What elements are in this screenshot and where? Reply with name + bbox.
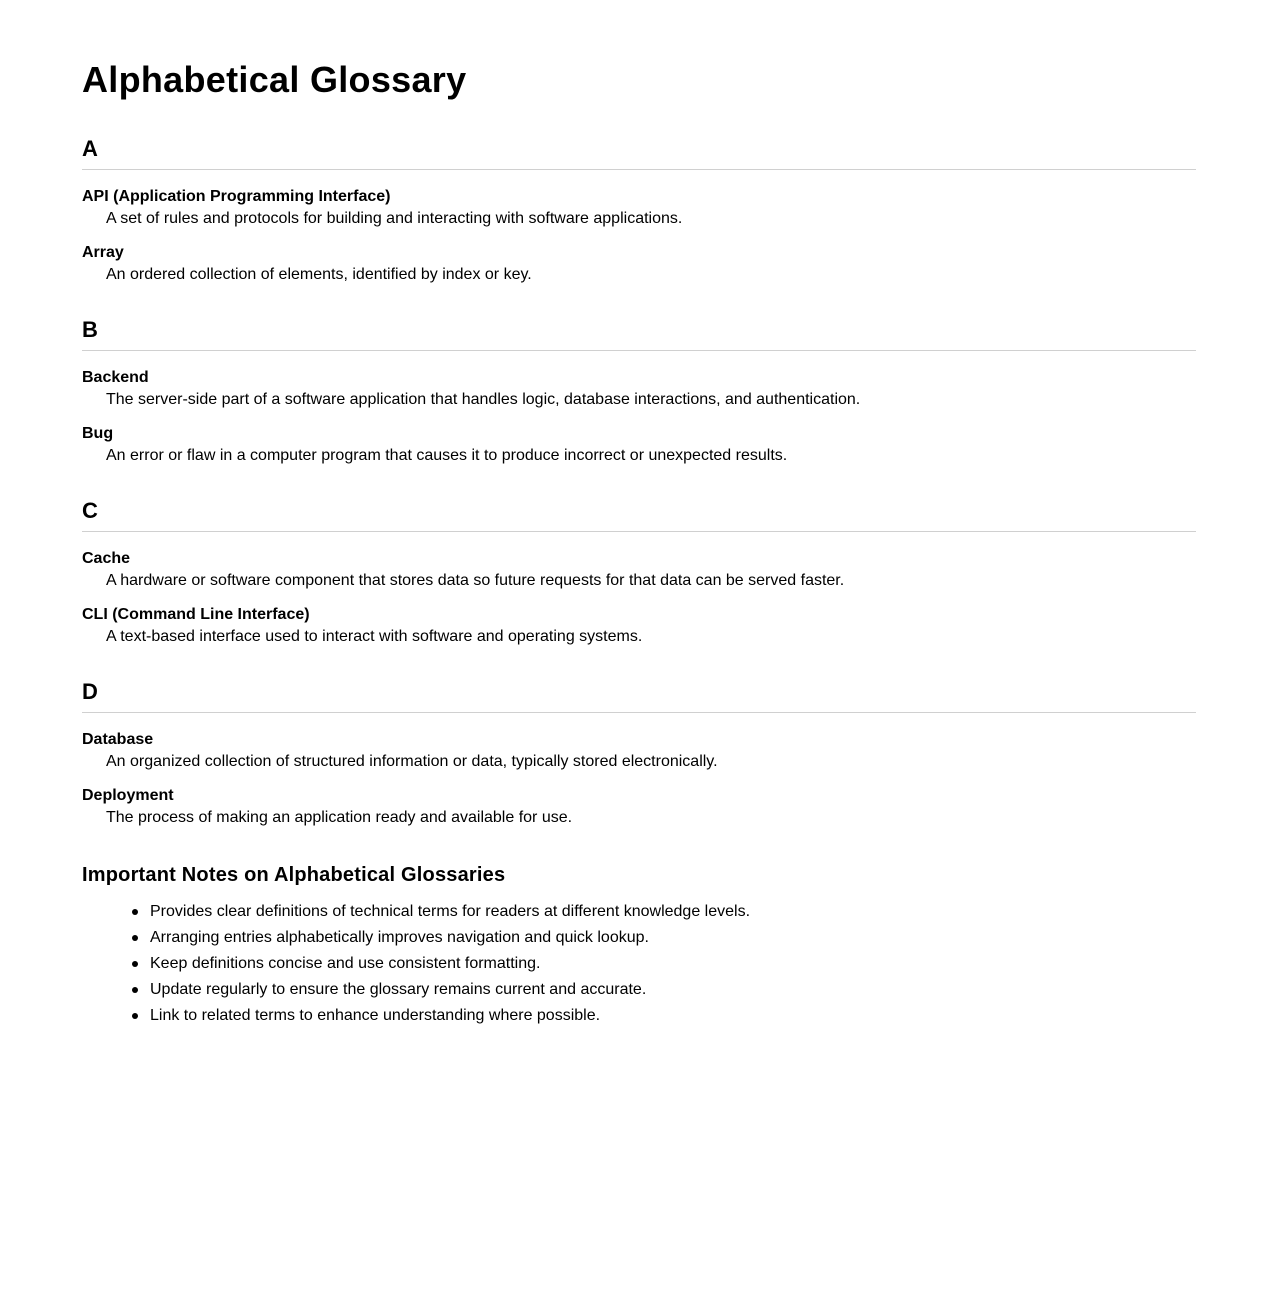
- glossary-section-c: [82, 496, 1196, 648]
- entry-list: [82, 548, 1196, 648]
- list-item: [150, 899, 1196, 925]
- section-letter: C: [82, 496, 1196, 532]
- list-item: [150, 925, 1196, 951]
- glossary-term: Database: [82, 731, 154, 748]
- glossary-definition: A set of rules and protocols for building and interacting with software applications.: [106, 210, 683, 227]
- note-text: Arranging entries alphabetically improves navigation and quick lookup.: [150, 929, 649, 946]
- section-letter: B: [82, 315, 1196, 351]
- glossary-definition: An organized collection of structured information or data, typically stored electronically.: [106, 753, 718, 770]
- glossary-definition: A text-based interface used to interact with software and operating systems.: [106, 628, 643, 645]
- glossary-term: Bug: [82, 425, 114, 442]
- glossary-definition: The process of making an application ready and available for use.: [106, 809, 573, 826]
- glossary-term: Cache: [82, 550, 131, 567]
- note-text: Provides clear definitions of technical terms for readers at different knowledge levels.: [150, 903, 751, 920]
- glossary-term: Array: [82, 244, 124, 261]
- glossary-definition: An error or flaw in a computer program that causes it to produce incorrect or unexpected results.: [106, 447, 788, 464]
- note-text: Keep definitions concise and use consistent formatting.: [150, 955, 541, 972]
- glossary-section-d: [82, 677, 1196, 829]
- glossary-section-a: [82, 134, 1196, 286]
- glossary-section-b: [82, 315, 1196, 467]
- glossary-definition: An ordered collection of elements, identified by index or key.: [106, 266, 532, 283]
- list-item: [150, 977, 1196, 1003]
- bullet-icon: [132, 935, 138, 941]
- notes-title: Important Notes on Alphabetical Glossaries: [82, 864, 506, 886]
- glossary-term: Backend: [82, 369, 149, 386]
- glossary-definition: A hardware or software component that stores data so future requests for that data can be served faster.: [106, 572, 845, 589]
- bullet-icon: [132, 961, 138, 967]
- section-letter: A: [82, 134, 1196, 170]
- note-text: Update regularly to ensure the glossary remains current and accurate.: [150, 981, 647, 998]
- glossary-term: CLI (Command Line Interface): [82, 606, 310, 623]
- entry-list: [82, 367, 1196, 467]
- notes-section: [82, 861, 1196, 1029]
- bullet-icon: [132, 987, 138, 993]
- page-title: Alphabetical Glossary: [82, 59, 467, 100]
- notes-list: [82, 899, 1196, 1029]
- bullet-icon: [132, 909, 138, 915]
- list-item: [150, 1003, 1196, 1029]
- entry-list: [82, 186, 1196, 286]
- bullet-icon: [132, 1013, 138, 1019]
- glossary-definition: The server-side part of a software application that handles logic, database interactions, and authentication.: [106, 391, 861, 408]
- glossary-term: API (Application Programming Interface): [82, 188, 391, 205]
- list-item: [150, 951, 1196, 977]
- glossary-term: Deployment: [82, 787, 174, 804]
- entry-list: [82, 729, 1196, 829]
- section-letter: D: [82, 677, 1196, 713]
- note-text: Link to related terms to enhance understanding where possible.: [150, 1007, 601, 1024]
